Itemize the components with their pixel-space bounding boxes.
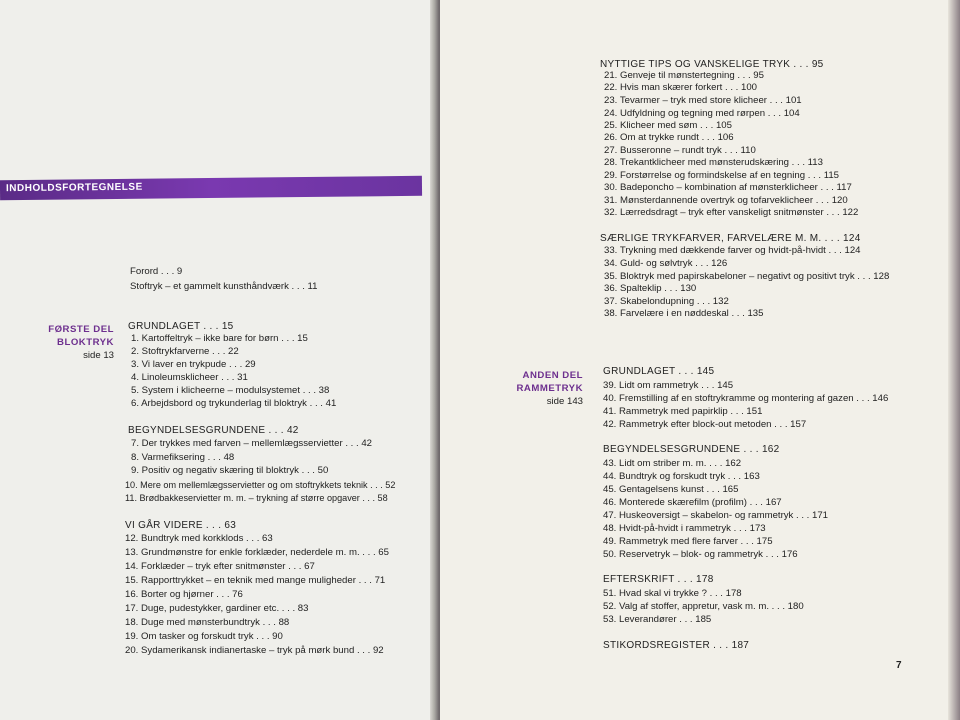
toc-entry: 41. Rammetryk med papirklip . . . 151 <box>603 406 763 417</box>
intro-entry: Stoftryk – et gammelt kunsthåndværk . . . 11 <box>130 281 318 292</box>
toc-entry: 47. Huskeoversigt – skabelon- og rammetryk . . . 171 <box>603 510 829 521</box>
contents-title-band <box>0 176 422 200</box>
left-page <box>0 0 436 720</box>
toc-entry: 1. Kartoffeltryk – ikke bare for børn . . . 15 <box>131 333 308 344</box>
contents-title: INDHOLDSFORTEGNELSE <box>5 181 143 195</box>
toc-entry: 6. Arbejdsbord og trykunderlag til bloktryk . . . 41 <box>131 398 337 409</box>
toc-entry: 28. Trekantklicheer med mønsterudskæring . . . 113 <box>604 157 823 168</box>
section-heading: GRUNDLAGET . . . 15 <box>128 321 234 332</box>
toc-entry: 24. Udfyldning og tegning med rørpen . . . 104 <box>604 108 800 119</box>
toc-entry: 5. System i klicheerne – modulsystemet . . . 38 <box>131 385 330 396</box>
section-heading: EFTERSKRIFT . . . 178 <box>603 574 714 585</box>
part-one-label <box>48 323 114 362</box>
toc-entry: 4. Linoleumsklicheer . . . 31 <box>131 372 248 383</box>
toc-entry: 31. Mønsterdannende overtryk og tofarveklicheer . . . 120 <box>604 195 848 206</box>
part-two-line1: ANDEN DEL <box>522 370 583 381</box>
toc-entry: 16. Borter og hjørner . . . 76 <box>125 589 243 600</box>
toc-entry: 10. Mere om mellemlægsservietter og om stoftrykkets teknik . . . 52 <box>125 480 396 490</box>
toc-entry: 51. Hvad skal vi trykke ? . . . 178 <box>603 588 742 599</box>
toc-entry: 43. Lidt om striber m. m. . . . 162 <box>603 458 742 469</box>
toc-entry: 39. Lidt om rammetryk . . . 145 <box>603 380 734 391</box>
part-two-page: side 143 <box>546 396 583 407</box>
toc-entry: 32. Lærredsdragt – tryk efter vanskeligt snitmønster . . . 122 <box>604 207 859 218</box>
toc-entry: 15. Rapporttrykket – en teknik med mange muligheder . . . 71 <box>125 575 386 586</box>
toc-entry: 46. Monterede skærefilm (profilm) . . . 167 <box>603 497 782 508</box>
toc-entry: 26. Om at trykke rundt . . . 106 <box>604 132 734 143</box>
toc-entry: 11. Brødbakkeservietter m. m. – trykning af større opgaver . . . 58 <box>125 493 388 503</box>
toc-entry: 19. Om tasker og forskudt tryk . . . 90 <box>125 631 283 642</box>
toc-entry: 50. Reservetryk – blok- og rammetryk . . . 176 <box>603 549 798 560</box>
part-two-label <box>517 369 584 408</box>
toc-entry: 48. Hvidt-på-hvidt i rammetryk . . . 173 <box>603 523 766 534</box>
toc-entry: 7. Der trykkes med farven – mellemlægsservietter . . . 42 <box>131 438 372 449</box>
section-heading: SÆRLIGE TRYKFARVER, FARVELÆRE M. M. . . . 124 <box>600 233 861 244</box>
toc-entry: 9. Positiv og negativ skæring til bloktryk . . . 50 <box>131 465 329 476</box>
toc-entry: 35. Bloktryk med papirskabeloner – negativt og positivt tryk . . . 128 <box>604 271 890 282</box>
toc-entry: 22. Hvis man skærer forkert . . . 100 <box>604 82 758 93</box>
page-edge <box>948 0 960 720</box>
toc-entry: 37. Skabelondupning . . . 132 <box>604 296 729 307</box>
section-heading: BEGYNDELSESGRUNDENE . . . 42 <box>128 425 299 436</box>
right-page <box>440 0 960 720</box>
toc-entry: 53. Leverandører . . . 185 <box>603 614 712 625</box>
part-one-page: side 13 <box>83 350 114 361</box>
toc-entry: 44. Bundtryk og forskudt tryk . . . 163 <box>603 471 760 482</box>
toc-entry: 45. Gentagelsens kunst . . . 165 <box>603 484 739 495</box>
part-two-line2: RAMMETRYK <box>516 383 583 394</box>
toc-entry: 21. Genveje til mønstertegning . . . 95 <box>604 70 764 81</box>
toc-entry: 14. Forklæder – tryk efter snitmønster . . . 67 <box>125 561 315 572</box>
toc-entry: 25. Klicheer med søm . . . 105 <box>604 120 732 131</box>
toc-entry: 20. Sydamerikansk indianertaske – tryk på mørk bund . . . 92 <box>125 645 384 656</box>
section-heading: VI GÅR VIDERE . . . 63 <box>125 520 237 531</box>
section-heading: BEGYNDELSESGRUNDENE . . . 162 <box>603 444 780 455</box>
toc-entry: 13. Grundmønstre for enkle forklæder, nederdele m. m. . . . 65 <box>125 547 389 558</box>
section-heading: NYTTIGE TIPS OG VANSKELIGE TRYK . . . 95 <box>600 59 824 70</box>
toc-entry: 38. Farvelære i en nøddeskal . . . 135 <box>604 308 764 319</box>
toc-entry: 36. Spalteklip . . . 130 <box>604 283 697 294</box>
section-heading: GRUNDLAGET . . . 145 <box>603 366 715 377</box>
toc-entry: 23. Tevarmer – tryk med store klicheer . . . 101 <box>604 95 802 106</box>
intro-entry: Forord . . . 9 <box>130 266 183 277</box>
toc-entry: 29. Forstørrelse og formindskelse af en tegning . . . 115 <box>604 170 839 181</box>
toc-entry: 40. Fremstilling af en stoftrykramme og montering af gazen . . . 146 <box>603 393 889 404</box>
toc-entry: 2. Stoftrykfarverne . . . 22 <box>131 346 239 357</box>
section-heading: STIKORDSREGISTER . . . 187 <box>603 640 750 651</box>
page-number: 7 <box>896 660 902 671</box>
toc-entry: 42. Rammetryk efter block-out metoden . . . 157 <box>603 419 807 430</box>
toc-entry: 8. Varmefiksering . . . 48 <box>131 452 235 463</box>
toc-entry: 17. Duge, pudestykker, gardiner etc. . . . 83 <box>125 603 309 614</box>
toc-entry: 12. Bundtryk med korkklods . . . 63 <box>125 533 273 544</box>
toc-entry: 18. Duge med mønsterbundtryk . . . 88 <box>125 617 290 628</box>
toc-entry: 33. Trykning med dækkende farver og hvidt-på-hvidt . . . 124 <box>604 245 861 256</box>
toc-entry: 30. Badeponcho – kombination af mønsterklicheer . . . 117 <box>604 182 852 193</box>
toc-entry: 34. Guld- og sølvtryk . . . 126 <box>604 258 728 269</box>
part-one-line2: BLOKTRYK <box>57 337 114 348</box>
toc-entry: 52. Valg af stoffer, appretur, vask m. m. . . . 180 <box>603 601 804 612</box>
toc-entry: 49. Rammetryk med flere farver . . . 175 <box>603 536 773 547</box>
part-one-line1: FØRSTE DEL <box>48 324 114 335</box>
toc-entry: 27. Busseronne – rundt tryk . . . 110 <box>604 145 756 156</box>
toc-entry: 3. Vi laver en trykpude . . . 29 <box>131 359 256 370</box>
